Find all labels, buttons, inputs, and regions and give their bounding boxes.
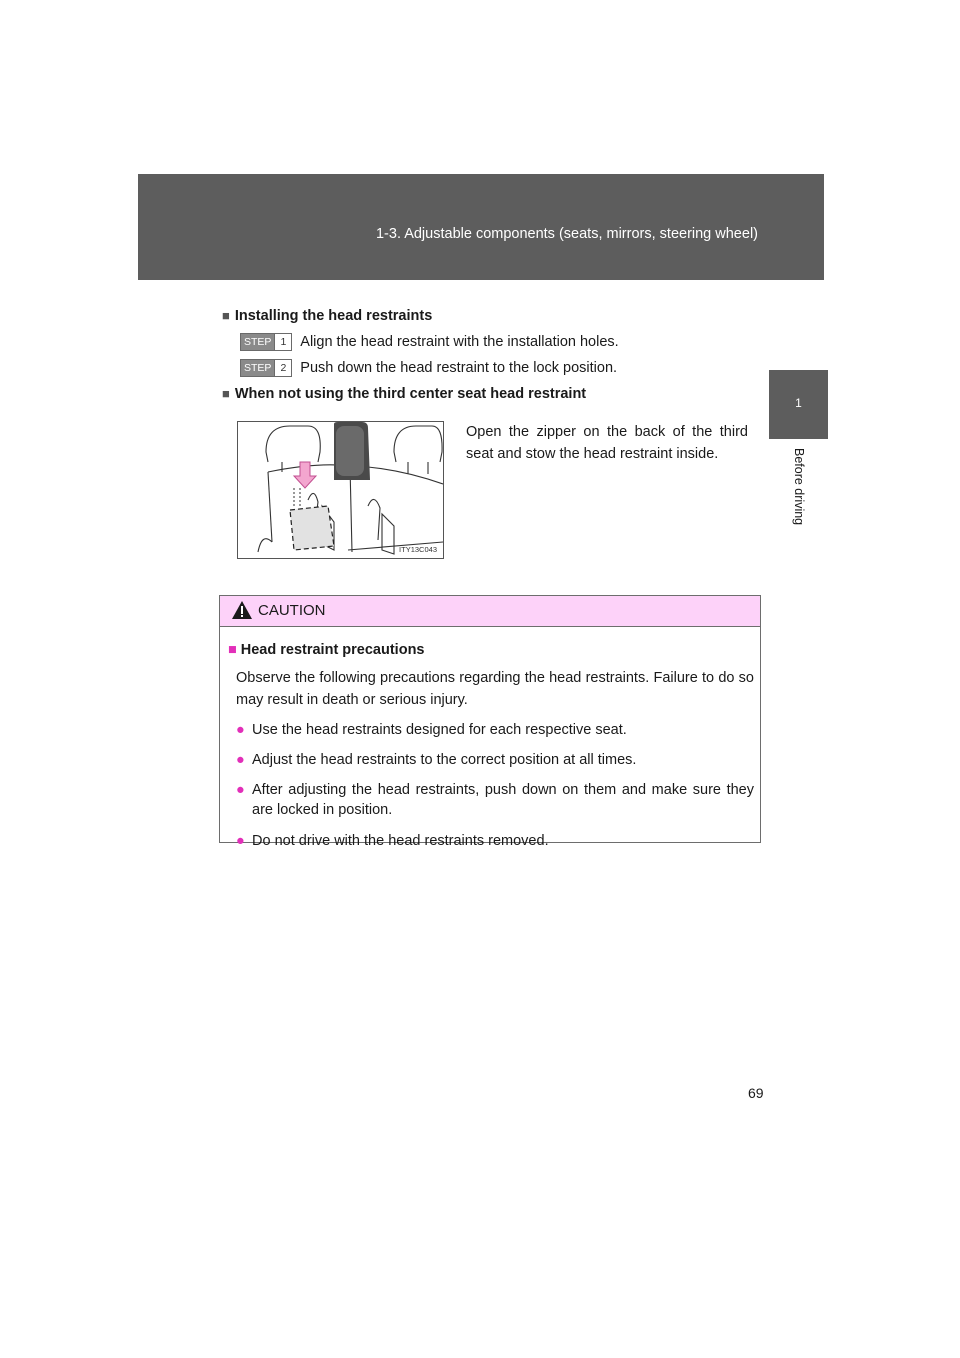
circle-bullet-icon: ● [236, 752, 245, 768]
step-badge: STEP 2 [240, 359, 292, 377]
square-bullet-icon: ■ [222, 386, 230, 401]
section-heading-installing [222, 308, 432, 324]
caution-bullet: ● Do not drive with the head restraints removed. [236, 833, 549, 849]
chapter-header [138, 174, 824, 280]
seat-drawing [238, 422, 443, 558]
circle-bullet-icon: ● [236, 782, 245, 798]
caution-paragraph: Observe the following precautions regarding the head restraints. Failure to do so may result in death or serious injury. [236, 670, 754, 708]
caution-heading: ■ Head restraint precautions [228, 642, 425, 658]
section-heading-text: When not using the third center seat head restraint [234, 386, 587, 402]
chapter-title: 1-3. Adjustable components (seats, mirrors, steering wheel) [375, 226, 758, 242]
chapter-tab-label: Before driving [792, 448, 806, 526]
step-row-1 [240, 333, 619, 351]
square-bullet-icon: ■ [228, 642, 237, 658]
caution-bullet: ● After adjusting the head restraints, push down on them and make sure they are locked in position. [236, 782, 754, 818]
step-text: Align the head restraint with the installation holes. [300, 334, 619, 350]
circle-bullet-icon: ● [236, 833, 245, 849]
circle-bullet-icon: ● [236, 722, 245, 738]
caution-box [219, 595, 761, 849]
caution-bullet: ● Adjust the head restraints to the correct position at all times. [236, 752, 637, 768]
step-row-2 [240, 359, 617, 377]
step-badge: STEP 1 [240, 333, 292, 351]
stow-instruction: Open the zipper on the back of the third seat and stow the head restraint inside. [466, 424, 748, 462]
seat-illustration [237, 421, 444, 559]
caution-bullet: ● Use the head restraints designed for each respective seat. [236, 722, 627, 738]
step-text: Push down the head restraint to the lock position. [300, 360, 618, 376]
caution-title: CAUTION [258, 602, 326, 619]
section-heading-third-center [222, 386, 586, 402]
caution-header [220, 596, 760, 627]
page-number: 69 [748, 1085, 764, 1101]
section-heading-text: Installing the head restraints [234, 308, 433, 324]
square-bullet-icon: ■ [222, 308, 230, 323]
figure-code: ITY13C043 [399, 545, 437, 554]
chapter-tab [769, 370, 828, 439]
warning-icon [231, 600, 253, 620]
chapter-tab-number: 1 [795, 396, 802, 410]
